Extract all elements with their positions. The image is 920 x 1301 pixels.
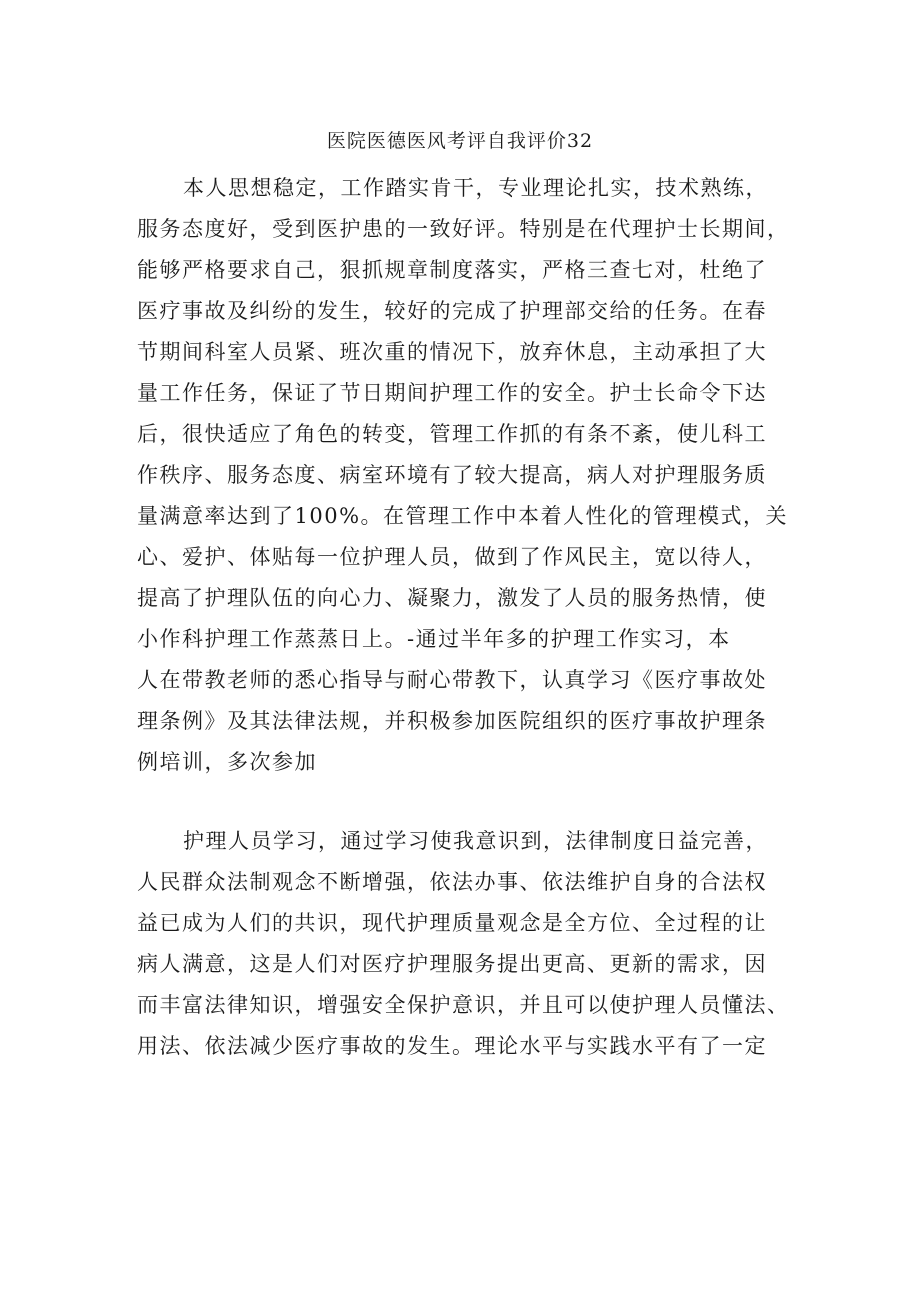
text-line: 作秩序、服务态度、病室环境有了较大提高，病人对护理服务质 bbox=[137, 463, 767, 487]
text-line: 服务态度好，受到医护患的一致好评。特别是在代理护士长期间， bbox=[137, 217, 790, 241]
text-line: 能够严格要求自己，狠抓规章制度落实，严格三查七对，杜绝了 bbox=[137, 258, 767, 282]
text-line: 后，很快适应了角色的转变，管理工作抓的有条不紊，使儿科工 bbox=[137, 422, 767, 446]
text-line: 本人思想稳定，工作踏实肯干，专业理论扎实，技术熟练， bbox=[183, 176, 768, 200]
paragraph-1 bbox=[137, 168, 797, 783]
paragraph-2 bbox=[137, 821, 797, 1067]
text-line: 而丰富法律知识，增强安全保护意识，并且可以使护理人员懂法、 bbox=[137, 993, 790, 1017]
text-line: 小作科护理工作蒸蒸日上。-通过半年多的护理工作实习，本 bbox=[137, 627, 731, 651]
text-line: 医疗事故及纠纷的发生，较好的完成了护理部交给的任务。在春 bbox=[137, 299, 767, 323]
text-line: 益已成为人们的共识，现代护理质量观念是全方位、全过程的让 bbox=[137, 911, 767, 935]
text-line: 量满意率达到了100%。在管理工作中本着人性化的管理模式，关 bbox=[137, 504, 789, 528]
document-body bbox=[137, 168, 797, 1067]
text-line: 心、爱护、体贴每一位护理人员，做到了作风民主，宽以待人， bbox=[137, 545, 767, 569]
text-line: 人民群众法制观念不断增强，依法办事、依法维护自身的合法权 bbox=[137, 870, 767, 894]
text-line: 人在带教老师的悉心指导与耐心带教下，认真学习《医疗事故处 bbox=[137, 668, 767, 692]
text-line: 理条例》及其法律法规，并积极参加医院组织的医疗事故护理条 bbox=[137, 709, 767, 733]
text-line: 节期间科室人员紧、班次重的情况下，放弃休息，主动承担了大 bbox=[137, 340, 767, 364]
text-line: 用法、依法减少医疗事故的发生。理论水平与实践水平有了一定 bbox=[137, 1034, 767, 1058]
text-line: 病人满意，这是人们对医疗护理服务提出更高、更新的需求，因 bbox=[137, 952, 767, 976]
text-line: 提高了护理队伍的向心力、凝聚力，激发了人员的服务热情，使 bbox=[137, 586, 767, 610]
paragraph-spacer bbox=[137, 783, 797, 821]
document-title: 医院医德医风考评自我评价32 bbox=[326, 130, 594, 152]
text-line: 护理人员学习，通过学习使我意识到，法律制度日益完善， bbox=[183, 829, 768, 853]
text-line: 例培训，多次参加 bbox=[137, 750, 317, 774]
text-line: 量工作任务，保证了节日期间护理工作的安全。护士长命令下达 bbox=[137, 381, 767, 405]
